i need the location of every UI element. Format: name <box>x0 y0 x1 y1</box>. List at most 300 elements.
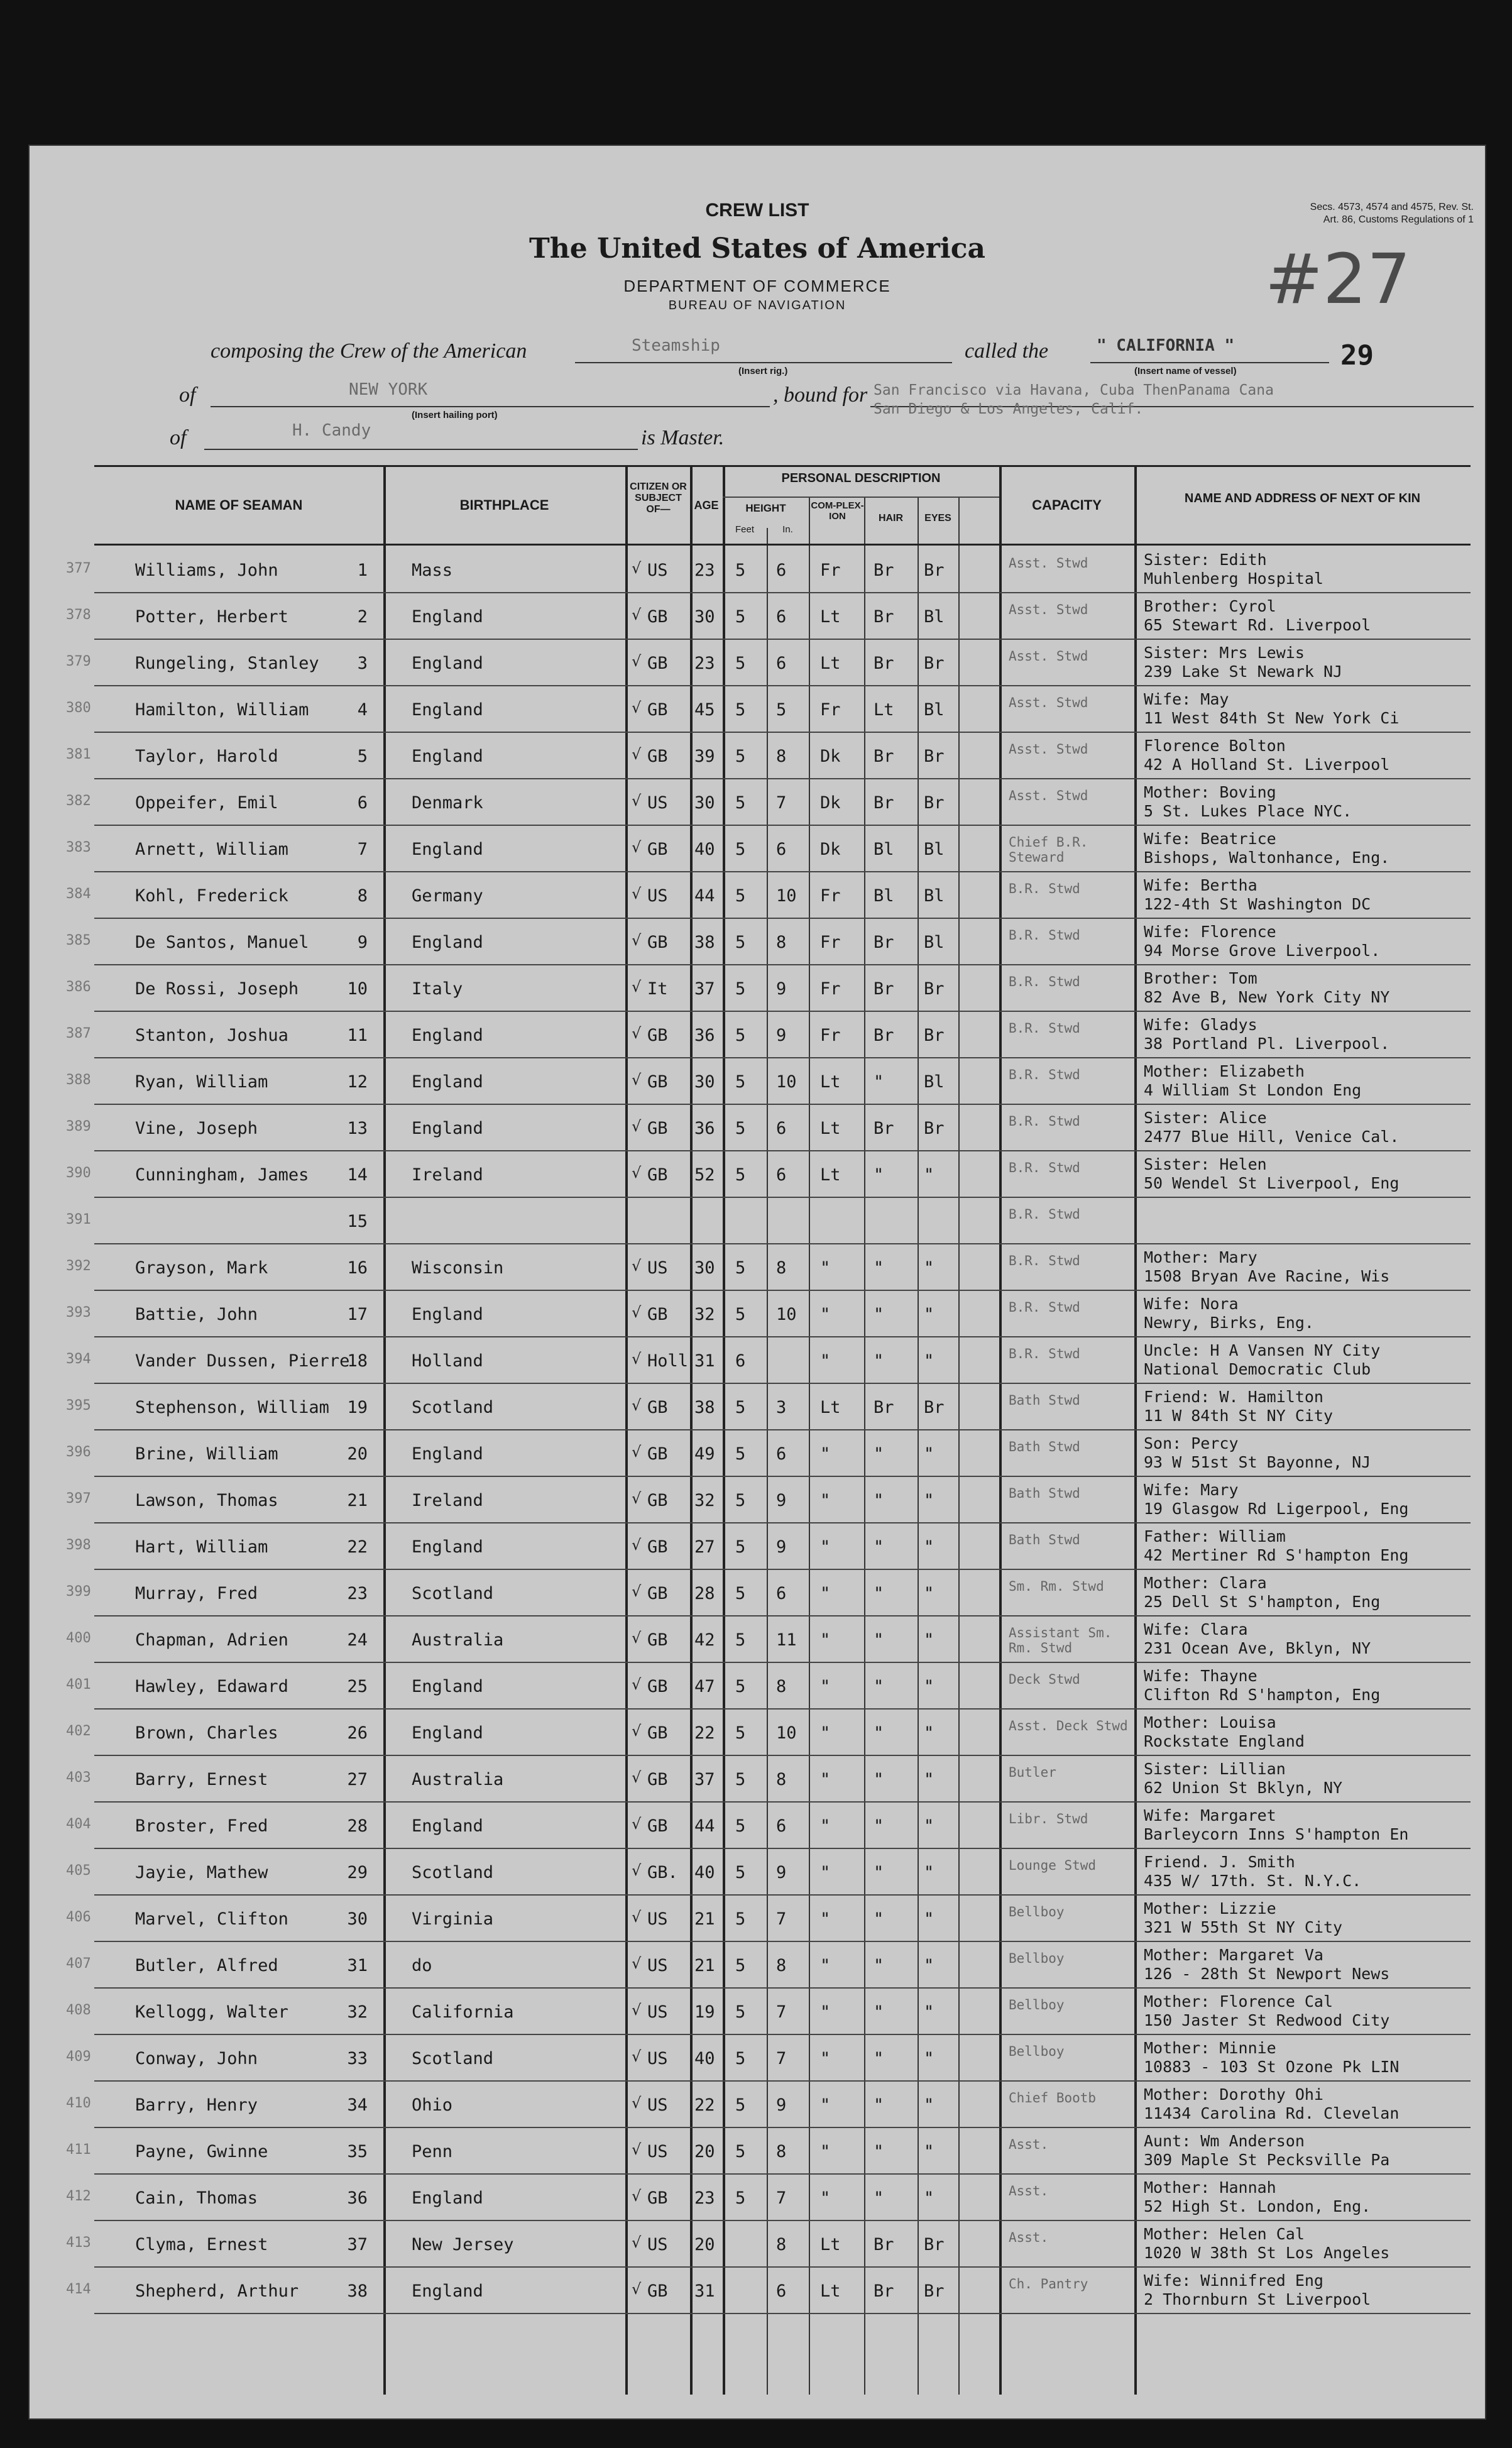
birthplace: Wisconsin <box>412 1258 504 1278</box>
row-rule <box>94 732 1471 733</box>
composing-text: composing the Crew of the American <box>211 339 527 363</box>
vessel-type: Steamship <box>632 336 720 355</box>
age: 30 <box>694 1072 715 1092</box>
kin-name: Mother: Louisa <box>1144 1713 1276 1732</box>
row-seq-number: 379 <box>66 654 91 669</box>
age: 28 <box>694 1584 715 1603</box>
eye-color: Br <box>924 2235 945 2254</box>
height-inches: 6 <box>776 1444 787 1464</box>
citizen-of: GB <box>647 747 668 766</box>
birthplace: Scotland <box>412 1584 494 1603</box>
capacity: B.R. Stwd <box>1009 1114 1080 1129</box>
capacity: Ch. Pantry <box>1009 2276 1088 2292</box>
citizen-of: GB <box>647 607 668 627</box>
complexion: " <box>820 1909 831 1929</box>
height-inches: 10 <box>776 1305 797 1324</box>
col-header-personal: PERSONAL DESCRIPTION <box>781 471 941 485</box>
row-seq-number: 382 <box>66 793 91 809</box>
statute-reference <box>1310 201 1474 226</box>
complexion: Lt <box>820 2281 841 2301</box>
eye-color: " <box>924 1537 934 1557</box>
row-number: 6 <box>357 793 368 813</box>
is-master-text: is Master. <box>641 426 725 449</box>
hair-color: Br <box>874 1119 894 1138</box>
row-rule <box>94 964 1471 965</box>
row-number: 29 <box>347 1863 368 1882</box>
seaman-name: Williams, John <box>135 561 278 580</box>
row-number: 10 <box>347 979 368 999</box>
row-rule <box>94 2266 1471 2268</box>
check-mark-icon: √ <box>632 652 642 670</box>
citizen-of: GB <box>647 840 668 859</box>
vessel-name: " CALIFORNIA " <box>1097 336 1235 355</box>
capacity: Asst. <box>1009 2230 1049 2245</box>
height-feet: 5 <box>735 1165 746 1185</box>
complexion: Fr <box>820 886 841 906</box>
hair-color: Br <box>874 607 894 627</box>
check-mark-icon: √ <box>632 1908 642 1926</box>
check-mark-icon: √ <box>632 1955 642 1972</box>
eye-color: " <box>924 1770 934 1789</box>
row-rule <box>94 1522 1471 1523</box>
kin-address: 1508 Bryan Ave Racine, Wis <box>1144 1267 1390 1285</box>
capacity: Asst. Stwd <box>1009 556 1088 571</box>
citizen-of: US <box>647 2235 668 2254</box>
citizen-of: GB <box>647 1165 668 1185</box>
row-rule <box>94 1801 1471 1803</box>
height-inches: 10 <box>776 886 797 906</box>
hair-color: " <box>874 1863 884 1882</box>
row-number: 16 <box>347 1258 368 1278</box>
row-rule <box>94 1197 1471 1198</box>
check-mark-icon: √ <box>632 1722 642 1740</box>
row-number: 34 <box>347 2095 368 2115</box>
citizen-of: GB <box>647 700 668 720</box>
kin-name: Mother: Hannah <box>1144 2178 1276 2197</box>
kin-address: 11434 Carolina Rd. Clevelan <box>1144 2104 1400 2122</box>
eye-color: " <box>924 2049 934 2068</box>
kin-address: 38 Portland Pl. Liverpool. <box>1144 1035 1390 1053</box>
seaman-name: Hamilton, William <box>135 700 309 720</box>
height-inches: 7 <box>776 793 787 813</box>
birthplace: England <box>412 1537 483 1557</box>
age: 30 <box>694 793 715 813</box>
row-rule <box>94 1569 1471 1570</box>
col-divider-thin <box>864 497 865 2395</box>
height-inches: 9 <box>776 2095 787 2115</box>
height-feet: 5 <box>735 933 746 952</box>
hair-color: Br <box>874 1398 894 1417</box>
hair-color: " <box>874 1584 884 1603</box>
kin-name: Wife: Clara <box>1144 1620 1248 1638</box>
kin-name: Father: William <box>1144 1527 1286 1545</box>
birthplace: England <box>412 1444 483 1464</box>
vessel-name-line <box>1090 362 1329 363</box>
capacity: Asst. Stwd <box>1009 695 1088 710</box>
row-seq-number: 378 <box>66 607 91 623</box>
col-header-name: NAME OF SEAMAN <box>175 497 303 513</box>
row-seq-number: 412 <box>66 2188 91 2204</box>
height-inches: 7 <box>776 1909 787 1929</box>
complexion: Lt <box>820 654 841 673</box>
hair-color: " <box>874 1770 884 1789</box>
citizen-of: US <box>647 2002 668 2022</box>
height-inches: 6 <box>776 1165 787 1185</box>
seaman-name: Oppeifer, Emil <box>135 793 278 813</box>
eye-color: " <box>924 1491 934 1510</box>
hair-color: " <box>874 1351 884 1371</box>
capacity: B.R. Stwd <box>1009 1207 1080 1222</box>
check-mark-icon: √ <box>632 978 642 996</box>
kin-address: Muhlenberg Hospital <box>1144 569 1323 588</box>
birthplace: Scotland <box>412 1863 494 1882</box>
complexion: " <box>820 1956 831 1975</box>
row-rule <box>94 918 1471 919</box>
seaman-name: Kohl, Frederick <box>135 886 288 906</box>
handwritten-number: #27 <box>1264 239 1411 319</box>
eye-color: Br <box>924 1119 945 1138</box>
kin-address: 435 W/ 17th. St. N.Y.C. <box>1144 1872 1362 1890</box>
age: 27 <box>694 1537 715 1557</box>
row-number: 37 <box>347 2235 368 2254</box>
row-rule <box>94 778 1471 779</box>
eye-color: " <box>924 2142 934 2161</box>
check-mark-icon: √ <box>632 885 642 903</box>
capacity: Assistant Sm. Rm. Stwd <box>1009 1625 1112 1655</box>
seaman-name: Kellogg, Walter <box>135 2002 288 2022</box>
hair-color: Br <box>874 2281 894 2301</box>
height-feet: 5 <box>735 1305 746 1324</box>
capacity: Asst. Deck Stwd <box>1009 1718 1128 1733</box>
row-number: 13 <box>347 1119 368 1138</box>
check-mark-icon: √ <box>632 1024 642 1042</box>
complexion: " <box>820 1258 831 1278</box>
row-rule <box>94 2313 1471 2314</box>
birthplace: England <box>412 747 483 766</box>
height-inches: 6 <box>776 1816 787 1836</box>
check-mark-icon: √ <box>632 1257 642 1275</box>
kin-name: Mother: Clara <box>1144 1574 1267 1592</box>
row-number: 31 <box>347 1956 368 1975</box>
insert-name-label: (Insert name of vessel) <box>1134 366 1237 376</box>
kin-name: Florence Bolton <box>1144 737 1286 755</box>
age: 44 <box>694 1816 715 1836</box>
check-mark-icon: √ <box>632 1583 642 1600</box>
capacity: Bellboy <box>1009 1904 1065 1919</box>
seaman-name: Cain, Thomas <box>135 2188 258 2208</box>
capacity: B.R. Stwd <box>1009 1300 1080 1315</box>
height-inches: 6 <box>776 1119 787 1138</box>
row-seq-number: 409 <box>66 2049 91 2065</box>
kin-address: Barleycorn Inns S'hampton En <box>1144 1825 1409 1843</box>
age: 19 <box>694 2002 715 2022</box>
seaman-name: Broster, Fred <box>135 1816 268 1836</box>
complexion: " <box>820 1677 831 1696</box>
master-name: H. Candy <box>292 421 371 440</box>
kin-address: 25 Dell St S'hampton, Eng <box>1144 1593 1381 1611</box>
col-header-age: AGE <box>694 499 719 512</box>
seaman-name: Vine, Joseph <box>135 1119 258 1138</box>
birthplace: Australia <box>412 1770 504 1789</box>
check-mark-icon: √ <box>632 1815 642 1833</box>
capacity: Deck Stwd <box>1009 1672 1080 1687</box>
check-mark-icon: √ <box>632 1071 642 1089</box>
hair-color: " <box>874 2095 884 2115</box>
check-mark-icon: √ <box>632 1117 642 1135</box>
height-feet: 6 <box>735 1351 746 1371</box>
row-rule <box>94 1429 1471 1430</box>
eye-color: " <box>924 1909 934 1929</box>
row-rule <box>94 1383 1471 1384</box>
eye-color: " <box>924 1351 934 1371</box>
master-line <box>204 449 638 450</box>
citizen-of: GB <box>647 1444 668 1464</box>
seaman-name: Conway, John <box>135 2049 258 2068</box>
hair-color: Br <box>874 561 894 580</box>
citizen-of: GB <box>647 1816 668 1836</box>
citizen-of: US <box>647 561 668 580</box>
capacity: B.R. Stwd <box>1009 974 1080 989</box>
row-seq-number: 385 <box>66 933 91 948</box>
height-feet: 5 <box>735 1816 746 1836</box>
eye-color: " <box>924 1677 934 1696</box>
age: 32 <box>694 1305 715 1324</box>
age: 20 <box>694 2142 715 2161</box>
check-mark-icon: √ <box>632 1397 642 1414</box>
row-number: 33 <box>347 2049 368 2068</box>
of-text-2: of <box>170 426 187 449</box>
height-inches: 7 <box>776 2049 787 2068</box>
kin-address: 62 Union St Bklyn, NY <box>1144 1779 1343 1797</box>
height-inches: 5 <box>776 700 787 720</box>
eye-color: " <box>924 1863 934 1882</box>
birthplace: England <box>412 840 483 859</box>
check-mark-icon: √ <box>632 1443 642 1461</box>
birthplace: England <box>412 1072 483 1092</box>
height-feet: 5 <box>735 2188 746 2208</box>
row-rule <box>94 1615 1471 1616</box>
capacity: Butler <box>1009 1765 1056 1780</box>
kin-name: Mother: Margaret Va <box>1144 1946 1323 1964</box>
birthplace: New Jersey <box>412 2235 514 2254</box>
row-number: 14 <box>347 1165 368 1185</box>
row-number: 18 <box>347 1351 368 1371</box>
age: 37 <box>694 1770 715 1789</box>
age: 23 <box>694 654 715 673</box>
kin-address: 321 W 55th St NY City <box>1144 1918 1343 1936</box>
eye-color: Br <box>924 979 945 999</box>
height-inches: 9 <box>776 1026 787 1045</box>
row-number: 15 <box>347 1212 368 1231</box>
capacity: B.R. Stwd <box>1009 1067 1080 1082</box>
capacity: Asst. Stwd <box>1009 649 1088 664</box>
seaman-name: Barry, Henry <box>135 2095 258 2115</box>
age: 36 <box>694 1026 715 1045</box>
sections-text: Secs. 4573, 4574 and 4575, Rev. St. <box>1310 202 1474 212</box>
seaman-name: Brown, Charles <box>135 1723 278 1743</box>
citizen-of: GB <box>647 2188 668 2208</box>
eye-color: Br <box>924 561 945 580</box>
check-mark-icon: √ <box>632 2094 642 2112</box>
hair-color: " <box>874 1816 884 1836</box>
row-number: 21 <box>347 1491 368 1510</box>
complexion: " <box>820 2142 831 2161</box>
capacity: Lounge Stwd <box>1009 1858 1097 1873</box>
height-inches: 6 <box>776 2281 787 2301</box>
row-rule <box>94 1941 1471 1942</box>
birthplace: England <box>412 1816 483 1836</box>
eye-color: Bl <box>924 607 945 627</box>
height-inches: 9 <box>776 1537 787 1557</box>
age: 22 <box>694 2095 715 2115</box>
complexion: " <box>820 1491 831 1510</box>
height-feet: 5 <box>735 1072 746 1092</box>
citizen-of: US <box>647 1909 668 1929</box>
check-mark-icon: √ <box>632 1629 642 1647</box>
birthplace: England <box>412 2281 483 2301</box>
form-title: CREW LIST <box>705 200 809 221</box>
kin-address: 122-4th St Washington DC <box>1144 895 1371 913</box>
complexion: " <box>820 1723 831 1743</box>
citizen-of: GB <box>647 1537 668 1557</box>
birthplace: do <box>412 1956 432 1975</box>
complexion: " <box>820 1630 831 1650</box>
citizen-of: GB <box>647 1630 668 1650</box>
col-header-birthplace: BIRTHPLACE <box>459 497 549 513</box>
check-mark-icon: √ <box>632 1769 642 1786</box>
row-rule <box>94 592 1471 593</box>
height-feet: 5 <box>735 793 746 813</box>
hair-color: Br <box>874 2235 894 2254</box>
height-inches: 8 <box>776 747 787 766</box>
row-seq-number: 407 <box>66 1956 91 1972</box>
kin-name: Mother: Boving <box>1144 783 1276 801</box>
kin-address: 2 Thornburn St Liverpool <box>1144 2290 1371 2308</box>
complexion: Lt <box>820 1165 841 1185</box>
complexion: " <box>820 2095 831 2115</box>
kin-name: Brother: Tom <box>1144 969 1257 987</box>
eye-color: Br <box>924 1398 945 1417</box>
row-seq-number: 413 <box>66 2235 91 2251</box>
height-inches: 8 <box>776 933 787 952</box>
capacity: Asst. Stwd <box>1009 602 1088 617</box>
citizen-of: GB <box>647 2281 668 2301</box>
age: 36 <box>694 1119 715 1138</box>
age: 30 <box>694 1258 715 1278</box>
check-mark-icon: √ <box>632 1862 642 1879</box>
height-inches: 9 <box>776 979 787 999</box>
age: 52 <box>694 1165 715 1185</box>
capacity: Bath Stwd <box>1009 1393 1080 1408</box>
age: 21 <box>694 1956 715 1975</box>
kin-name: Sister: Mrs Lewis <box>1144 644 1305 662</box>
check-mark-icon: √ <box>632 745 642 763</box>
seaman-name: Arnett, William <box>135 840 288 859</box>
birthplace: California <box>412 2002 514 2022</box>
birthplace: Ohio <box>412 2095 453 2115</box>
header-bottom-rule <box>94 544 1471 546</box>
row-rule <box>94 871 1471 872</box>
seaman-name: Butler, Alfred <box>135 1956 278 1975</box>
eye-color: " <box>924 1723 934 1743</box>
height-inches: 7 <box>776 2188 787 2208</box>
row-seq-number: 397 <box>66 1491 91 1507</box>
citizen-of: US <box>647 886 668 906</box>
seaman-name: De Rossi, Joseph <box>135 979 299 999</box>
citizen-of: GB <box>647 1026 668 1045</box>
kin-name: Wife: Gladys <box>1144 1016 1257 1034</box>
row-seq-number: 381 <box>66 747 91 762</box>
birthplace: Italy <box>412 979 463 999</box>
eye-color: " <box>924 2188 934 2208</box>
kin-name: Mother: Dorothy Ohi <box>1144 2085 1323 2104</box>
height-feet: 5 <box>735 1491 746 1510</box>
eye-color: " <box>924 1816 934 1836</box>
eye-color: Bl <box>924 886 945 906</box>
seaman-name: Rungeling, Stanley <box>135 654 319 673</box>
seaman-name: Stanton, Joshua <box>135 1026 288 1045</box>
check-mark-icon: √ <box>632 931 642 949</box>
birthplace: Holland <box>412 1351 483 1371</box>
row-number: 7 <box>357 840 368 859</box>
seaman-name: Battie, John <box>135 1305 258 1324</box>
height-inches: 8 <box>776 1677 787 1696</box>
height-inches: 6 <box>776 607 787 627</box>
height-feet: 5 <box>735 561 746 580</box>
age: 21 <box>694 1909 715 1929</box>
row-number: 9 <box>357 933 368 952</box>
height-feet: 5 <box>735 1909 746 1929</box>
height-feet: 5 <box>735 840 746 859</box>
age: 47 <box>694 1677 715 1696</box>
complexion: " <box>820 1305 831 1324</box>
eye-color: " <box>924 1630 934 1650</box>
row-seq-number: 400 <box>66 1630 91 1646</box>
height-feet: 5 <box>735 654 746 673</box>
citizen-of: GB <box>647 1491 668 1510</box>
row-rule <box>94 685 1471 686</box>
subheader-rule <box>723 497 999 498</box>
row-seq-number: 393 <box>66 1305 91 1320</box>
birthplace: England <box>412 933 483 952</box>
kin-name: Wife: Beatrice <box>1144 830 1276 848</box>
kin-address: 42 Mertiner Rd S'hampton Eng <box>1144 1546 1409 1564</box>
birthplace: England <box>412 2188 483 2208</box>
height-inches: 9 <box>776 1863 787 1882</box>
hair-color: Br <box>874 933 894 952</box>
hair-color: " <box>874 2142 884 2161</box>
bound-text: , bound for <box>773 383 868 407</box>
row-rule <box>94 1894 1471 1896</box>
capacity: Asst. <box>1009 2137 1049 2152</box>
eye-color: Br <box>924 654 945 673</box>
port-line <box>211 406 770 407</box>
row-rule <box>94 1243 1471 1244</box>
height-inches: 10 <box>776 1723 797 1743</box>
kin-address: 4 William St London Eng <box>1144 1081 1362 1099</box>
row-number: 12 <box>347 1072 368 1092</box>
check-mark-icon: √ <box>632 1304 642 1321</box>
age: 23 <box>694 561 715 580</box>
height-inches: 11 <box>776 1630 797 1650</box>
col-divider-thin <box>918 497 919 2395</box>
capacity: Sm. Rm. Stwd <box>1009 1579 1104 1594</box>
check-mark-icon: √ <box>632 838 642 856</box>
capacity: Asst. <box>1009 2183 1049 2198</box>
kin-address: 239 Lake St Newark NJ <box>1144 662 1343 681</box>
eye-color: Br <box>924 1026 945 1045</box>
row-rule <box>94 825 1471 826</box>
